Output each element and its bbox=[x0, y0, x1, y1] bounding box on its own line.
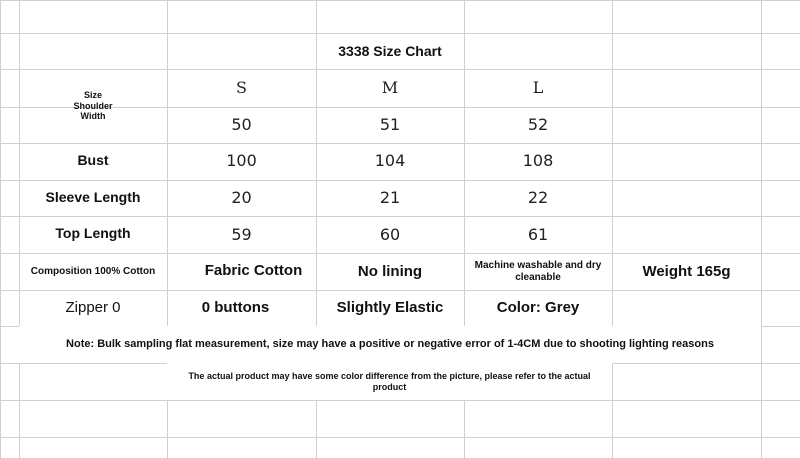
bust-l: 108 bbox=[522, 151, 554, 171]
color-text: Color: Grey bbox=[496, 299, 580, 317]
top-length-label: Top Length bbox=[55, 225, 131, 242]
size-s-header: S bbox=[236, 77, 247, 97]
color-difference-note: The actual product may have some color difference from the picture, please refer to the actual product bbox=[167, 363, 612, 400]
grid-line bbox=[0, 400, 800, 401]
sleeve-length-label: Sleeve Length bbox=[45, 188, 141, 205]
size-shoulder-width-label: Size Shoulder Width bbox=[73, 90, 113, 122]
composition-text: Composition 100% Cotton bbox=[30, 265, 156, 277]
top-length-l: 61 bbox=[527, 224, 549, 244]
sleeve-length-l: 22 bbox=[527, 187, 549, 207]
care-instructions-text: Machine washable and dry cleanable bbox=[474, 260, 602, 283]
weight-text: Weight 165g bbox=[642, 262, 731, 280]
size-m-header: M bbox=[381, 77, 399, 97]
buttons-text: 0 buttons bbox=[201, 299, 270, 317]
bust-label: Bust bbox=[77, 151, 109, 168]
lining-text: No lining bbox=[357, 262, 423, 280]
bust-m: 104 bbox=[374, 151, 406, 171]
shoulder-width-l: 52 bbox=[527, 114, 549, 134]
sleeve-length-s: 20 bbox=[231, 187, 252, 207]
elasticity-text: Slightly Elastic bbox=[336, 299, 444, 317]
top-length-s: 59 bbox=[231, 224, 252, 244]
fabric-text: Fabric Cotton bbox=[204, 261, 303, 279]
bust-s: 100 bbox=[226, 151, 257, 171]
size-l-header: L bbox=[532, 77, 544, 97]
top-length-m: 60 bbox=[379, 224, 401, 244]
measurement-note: Note: Bulk sampling flat measurement, size may have a positive or negative error of 1-4CM due to shooting lighting reasons bbox=[19, 326, 761, 363]
shoulder-width-m: 51 bbox=[379, 114, 401, 134]
chart-title: 3338 Size Chart bbox=[338, 42, 442, 59]
sleeve-length-m: 21 bbox=[379, 187, 401, 207]
grid-line bbox=[0, 437, 800, 438]
zipper-text: Zipper 0 bbox=[65, 299, 121, 317]
shoulder-width-s: 50 bbox=[231, 114, 252, 134]
